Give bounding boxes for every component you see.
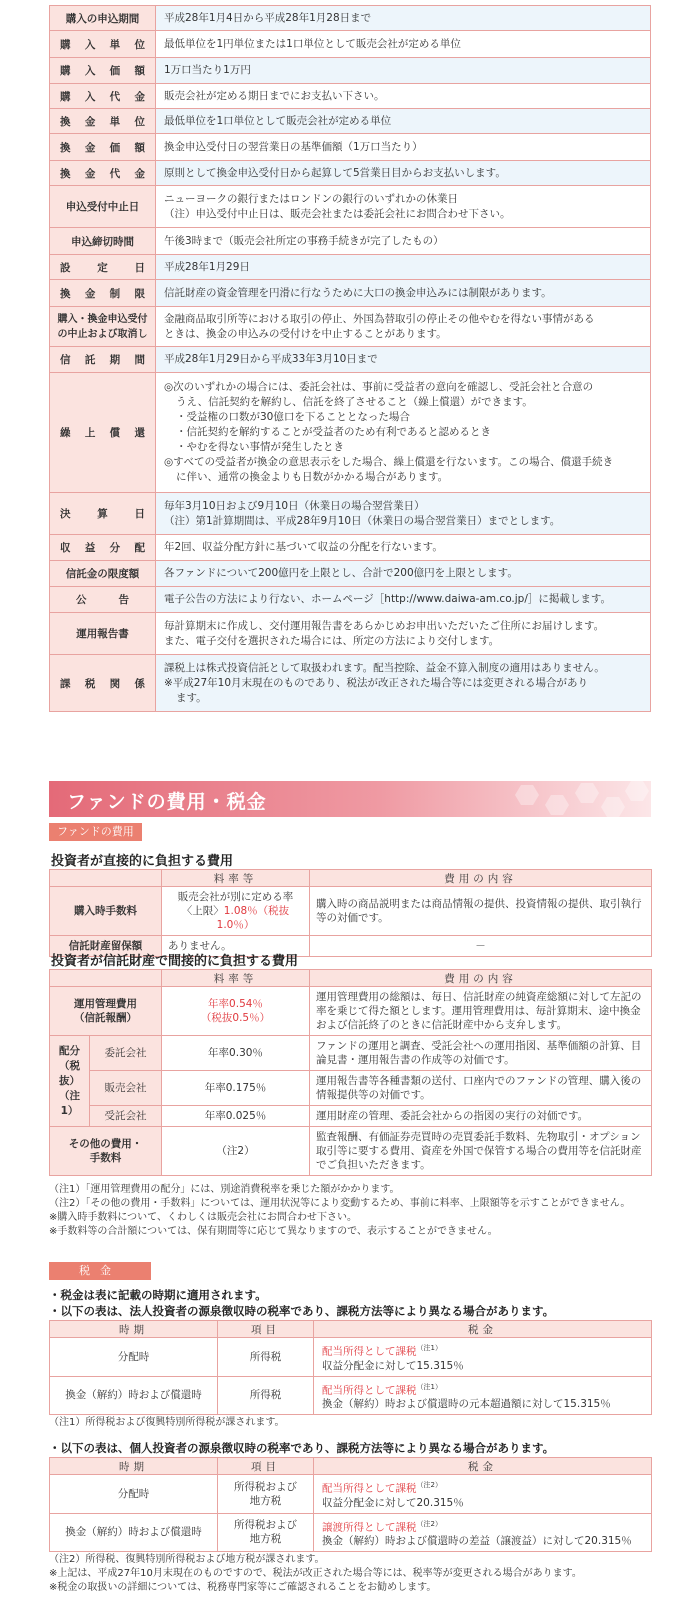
info-row-value: 毎年3月10日および9月10日（休業日の場合翌営業日） （注）第1計算期間は、平成28年9月10日（休業日の場合翌営業日）までとします。 (156, 493, 651, 535)
info-row-label: 申込締切時間 (50, 228, 156, 255)
split-rate-distributor: 年率0.175％ (162, 1071, 310, 1106)
header-tax-2: 税金 (314, 1458, 652, 1475)
info-row-value: ◎次のいずれかの場合には、委託会社は、事前に受益者の意向を確認し、受託会社と合意の うえ、信託契約を解約し、信託を終了させること（繰上償還）ができます。 ・受益権の口数が30億口を下ることとなった場合 ・信託契約を解約することが受益者のため有利であると認めるとき ・やむを得ない事情が発生したとき ◎すべての受益者が換金の意思表示をした場合、繰上償還を行ないます。この場合、償還手続き に伴い、通常の換金よりも日数がかかる場合があります。 (156, 373, 651, 493)
split-content-trustee: 運用財産の管理、委託会社からの指図の実行の対価です。 (310, 1106, 652, 1127)
info-row-label: 決 算 日 (50, 493, 156, 535)
header-rate-2: 料率等 (162, 970, 310, 987)
header-rate: 料率等 (162, 870, 310, 887)
info-row-label: 信託金の限度額 (50, 561, 156, 587)
info-row-value: 販売会社が定める期日までにお支払い下さい。 (156, 84, 651, 109)
fund-costs-tag: ファンドの費用 (49, 823, 142, 841)
info-row-value: 平成28年1月29日から平成33年3月10日まで (156, 347, 651, 373)
indirect-costs-heading: 投資者が信託財産で間接的に負担する費用 (51, 954, 299, 969)
info-row-label: 繰 上 償 還 (50, 373, 156, 493)
info-row (50, 347, 651, 373)
corp-item-distribution: 所得税 (218, 1338, 314, 1377)
info-row (50, 493, 651, 535)
info-row-label: 購 入 単 位 (50, 31, 156, 58)
info-row (50, 535, 651, 561)
info-row (50, 109, 651, 134)
info-row-value: 金融商品取引所等における取引の停止、外国為替取引の停止その他やむを得ない事情がある ときは、換金の申込みの受付けを中止することがあります。 (156, 307, 651, 347)
corp-period-redemption: 換金（解約）時および償還時 (50, 1376, 218, 1415)
info-row-label: 公 告 (50, 587, 156, 613)
split-content-trustor: ファンドの運用と調査、受託会社への運用指図、基準価額の計算、目論見書・運用報告書の作成等の対価です。 (310, 1036, 652, 1071)
fee-notes: （注1）「運用管理費用の配分」には、別途消費税率を乗じた額がかかります。 （注2）「その他の費用・手数料」については、運用状況等により変動するため、事前に料率、上限額等を示すことができません。 ※購入時手数料について、くわしくは販売会社にお問合わせ下さい。 ※手数料等の合計額については、保有期間等に応じて異なりますので、表示することができません。 (49, 1184, 631, 1237)
info-row-label: 購入・換金申込受付 の中止および取消し (50, 307, 156, 347)
info-row-label: 換 金 単 位 (50, 109, 156, 134)
tax-bullet-3: ・以下の表は、個人投資者の源泉徴収時の税率であり、課税方法等により異なる場合があります。 (49, 1441, 555, 1455)
info-row-value: 信託財産の資金管理を円滑に行なうために大口の換金申込みには制限があります。 (156, 280, 651, 307)
retention-label: 信託財産留保額 (50, 936, 162, 957)
mgmt-fee-rate: 年率0.54％ （税抜0.5％） (162, 987, 310, 1036)
ind-period-redemption: 換金（解約）時および償還時 (50, 1513, 218, 1552)
info-row (50, 613, 651, 655)
other-fee-content: 監査報酬、有価証券売買時の売買委託手数料、先物取引・オプション取引等に要する費用、資産を外国で保管する場合の費用等を信託財産でご負担いただきます。 (310, 1127, 652, 1176)
info-row (50, 307, 651, 347)
info-row (50, 655, 651, 712)
header-item: 項目 (218, 1321, 314, 1338)
info-row-label: 設 定 日 (50, 255, 156, 280)
info-row-label: 申込受付中止日 (50, 186, 156, 228)
direct-costs-heading: 投資者が直接的に負担する費用 (51, 854, 234, 869)
info-row-value: 平成28年1月29日 (156, 255, 651, 280)
corp-tax-distribution: 配当所得として課税$^{(注1)}$ 収益分配金に対して15.315％ (314, 1338, 652, 1377)
info-row-label: 換 金 制 限 (50, 280, 156, 307)
corporate-tax-table (49, 1320, 652, 1415)
split-rate-trustee: 年率0.025％ (162, 1106, 310, 1127)
mgmt-fee-content: 運用管理費用の総額は、毎日、信託財産の純資産総額に対して左記の率を乗じて得た額とします。運用管理費用は、毎計算期末、途中換金および信託終了のときに信託財産中から支弁します。 (310, 987, 652, 1036)
fund-info-table (49, 5, 651, 712)
info-row-value: 平成28年1月4日から平成28年1月28日まで (156, 6, 651, 31)
info-row (50, 280, 651, 307)
split-party-trustee: 受託会社 (90, 1106, 162, 1127)
section-banner (49, 781, 651, 817)
info-row (50, 228, 651, 255)
info-row (50, 84, 651, 109)
section-title: ファンドの費用・税金 (67, 791, 267, 813)
split-rate-trustor: 年率0.30％ (162, 1036, 310, 1071)
info-row (50, 373, 651, 493)
info-row-value: ニューヨークの銀行またはロンドンの銀行のいずれかの休業日 （注）申込受付中止日は、販売会社または委託会社にお問合わせ下さい。 (156, 186, 651, 228)
corporate-tax-note: （注1）所得税および復興特別所得税が課されます。 (49, 1417, 285, 1428)
tax-tag: 税金 (49, 1262, 151, 1280)
header-content: 費用の内容 (310, 870, 652, 887)
split-party-distributor: 販売会社 (90, 1071, 162, 1106)
ind-period-distribution: 分配時 (50, 1475, 218, 1514)
info-row (50, 561, 651, 587)
info-row-value: 1万口当たり1万円 (156, 58, 651, 84)
info-row-value: 換金申込受付日の翌営業日の基準価額（1万口当たり） (156, 134, 651, 161)
split-content-distributor: 運用報告書等各種書類の送付、口座内でのファンドの管理、購入後の情報提供等の対価です。 (310, 1071, 652, 1106)
info-row-value: 最低単位を1口単位として販売会社が定める単位 (156, 109, 651, 134)
corp-item-redemption: 所得税 (218, 1376, 314, 1415)
info-row (50, 6, 651, 31)
info-row-label: 課 税 関 係 (50, 655, 156, 712)
ind-tax-redemption: 譲渡所得として課税$^{(注2)}$ 換金（解約）時および償還時の差益（譲渡益）に対して20.315％ (314, 1513, 652, 1552)
info-row-value: 各ファンドについて200億円を上限とし、合計で200億円を上限とします。 (156, 561, 651, 587)
info-row (50, 31, 651, 58)
header-item-2: 項目 (218, 1458, 314, 1475)
purchase-fee-content: 購入時の商品説明または商品情報の提供、投資情報の提供、取引執行等の対価です。 (310, 887, 652, 936)
header-blank-2 (50, 970, 162, 987)
info-row-value: 年2回、収益分配方針に基づいて収益の分配を行ないます。 (156, 535, 651, 561)
header-tax: 税金 (314, 1321, 652, 1338)
info-row (50, 186, 651, 228)
direct-costs-table (49, 869, 652, 957)
retention-rate: ありません。 (162, 936, 310, 957)
info-row-value: 電子公告の方法により行ない、ホームページ［http://www.daiwa-am.co.jp/］に掲載します。 (156, 587, 651, 613)
info-row-label: 購 入 代 金 (50, 84, 156, 109)
corp-period-distribution: 分配時 (50, 1338, 218, 1377)
info-row-label: 信 託 期 間 (50, 347, 156, 373)
info-row-label: 換 金 価 額 (50, 134, 156, 161)
split-label: 配分 （税抜） （注1） (50, 1036, 90, 1127)
info-row (50, 134, 651, 161)
ind-tax-distribution: 配当所得として課税$^{(注2)}$ 収益分配金に対して20.315％ (314, 1475, 652, 1514)
info-row (50, 161, 651, 186)
ind-item-distribution: 所得税および 地方税 (218, 1475, 314, 1514)
info-row-label: 換 金 代 金 (50, 161, 156, 186)
individual-tax-notes: （注2）所得税、復興特別所得税および地方税が課されます。 ※上記は、平成27年10月末現在のものですので、税法が改正された場合等には、税率等が変更される場合があります。 ※税金の取扱いの詳細については、税務専門家等にご確認されることをお勧めします。 (49, 1554, 582, 1593)
tax-bullet-1: ・税金は表に記載の時期に適用されます。 (49, 1288, 267, 1302)
info-row-value: 毎計算期末に作成し、交付運用報告書をあらかじめお申出いただいたご住所にお届けします。 また、電子交付を選択された場合には、所定の方法により交付します。 (156, 613, 651, 655)
info-row-value: 午後3時まで（販売会社所定の事務手続きが完了したもの） (156, 228, 651, 255)
info-row-label: 収 益 分 配 (50, 535, 156, 561)
info-row (50, 587, 651, 613)
other-fee-label: その他の費用・ 手数料 (50, 1127, 162, 1176)
info-row-value: 課税上は株式投資信託として取扱われます。配当控除、益金不算入制度の適用はありません。 ※平成27年10月末現在のものであり、税法が改正された場合等には変更される場合があり ます。 (156, 655, 651, 712)
info-row (50, 255, 651, 280)
header-content-2: 費用の内容 (310, 970, 652, 987)
header-period-2: 時期 (50, 1458, 218, 1475)
info-row-label: 購入の申込期間 (50, 6, 156, 31)
decorative-hex-pattern (481, 781, 651, 817)
retention-content: － (310, 936, 652, 957)
indirect-costs-table (49, 969, 652, 1176)
purchase-fee-label: 購入時手数料 (50, 887, 162, 936)
info-row (50, 58, 651, 84)
tax-bullet-2: ・以下の表は、法人投資者の源泉徴収時の税率であり、課税方法等により異なる場合があります。 (49, 1304, 555, 1318)
info-row-value: 最低単位を1円単位または1口単位として販売会社が定める単位 (156, 31, 651, 58)
info-row-label: 購 入 価 額 (50, 58, 156, 84)
corp-tax-redemption: 配当所得として課税$^{(注1)}$ 換金（解約）時および償還時の元本超過額に対して15.315％ (314, 1376, 652, 1415)
ind-item-redemption: 所得税および 地方税 (218, 1513, 314, 1552)
header-blank (50, 870, 162, 887)
info-row-value: 原則として換金申込受付日から起算して5営業日目からお支払いします。 (156, 161, 651, 186)
info-row-label: 運用報告書 (50, 613, 156, 655)
header-period: 時期 (50, 1321, 218, 1338)
individual-tax-table (49, 1457, 652, 1552)
split-party-trustor: 委託会社 (90, 1036, 162, 1071)
mgmt-fee-label: 運用管理費用 （信託報酬） (50, 987, 162, 1036)
other-fee-rate: （注2） (162, 1127, 310, 1176)
purchase-fee-rate: 販売会社が別に定める率 〈上限〉1.08％（税抜1.0％） (162, 887, 310, 936)
